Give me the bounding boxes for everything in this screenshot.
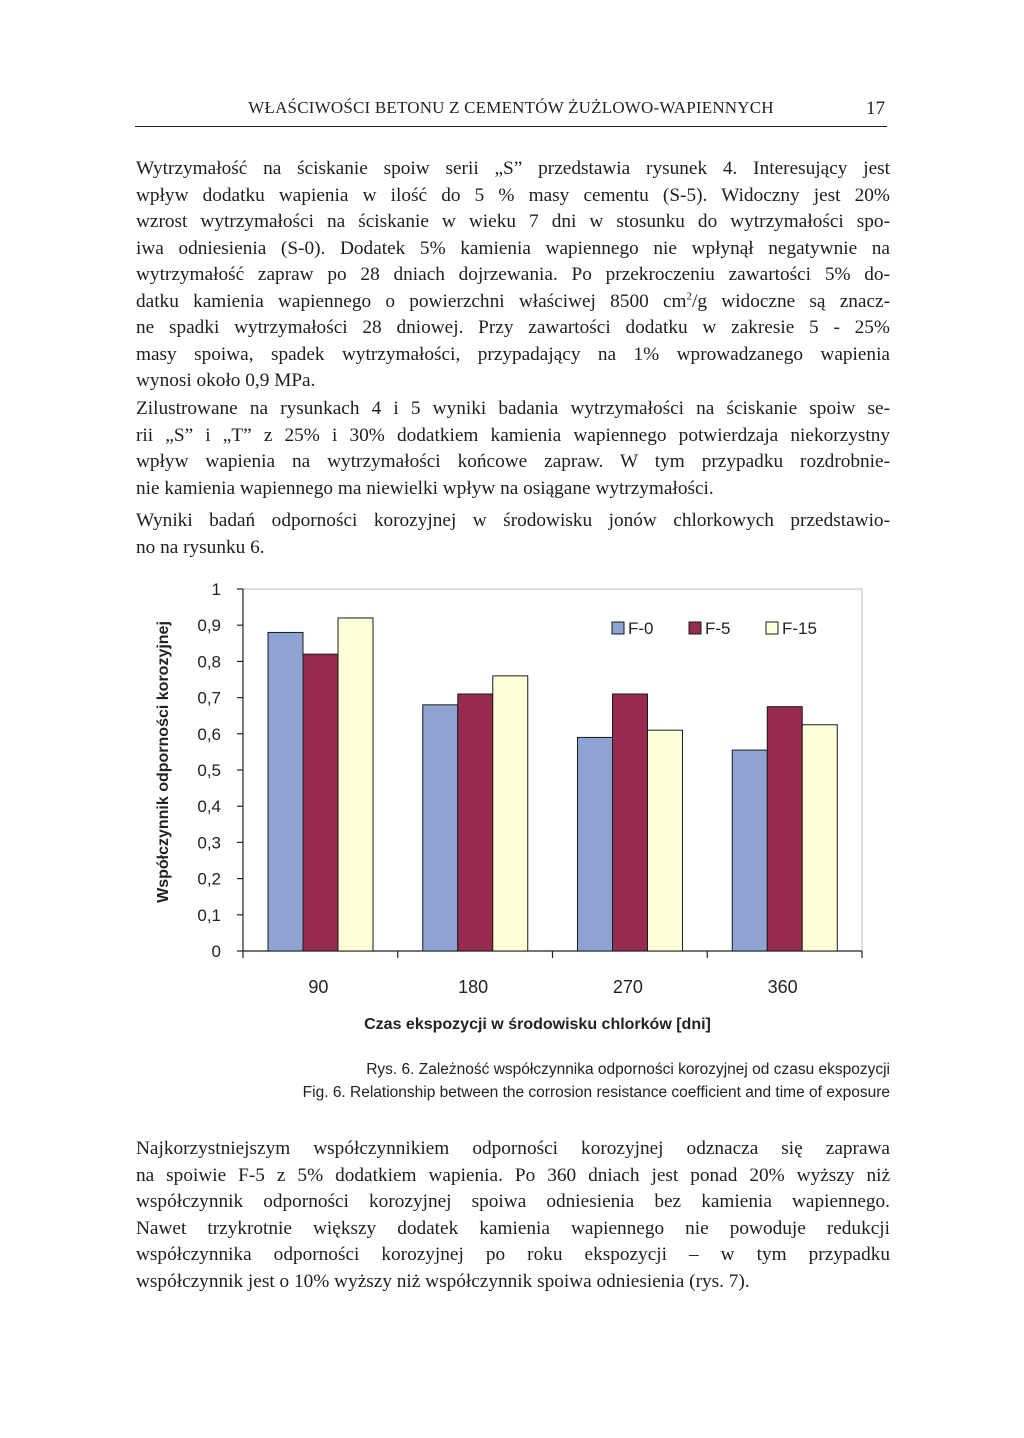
legend-swatch-f-0: [612, 622, 624, 634]
y-axis-title: Współczynnik odporności korozyjnej: [155, 621, 172, 903]
text-line: współczynnika odporności korozyjnej po roku ekspozycji – w tym przypadku: [136, 1244, 890, 1265]
y-tick-label: 0,8: [197, 652, 221, 672]
y-tick-label: 0: [211, 942, 221, 961]
text-fragment: datku kamienia wapiennego o powierzchni właściwej 8500 cm: [136, 290, 687, 312]
superscript: 2: [686, 290, 693, 303]
legend-label: F-0: [628, 619, 654, 638]
text-line: masy spoiwa, spadek wytrzymałości, przypadający na 1% wprowadzanego wapienia: [136, 343, 890, 365]
legend-swatch-f-15: [766, 622, 778, 634]
text-line: Nawet trzykrotnie większy dodatek kamienia wapiennego nie powoduje redukcji: [136, 1217, 890, 1239]
text-line: [136, 289, 890, 316]
figure-caption-pl: Rys. 6. Zależność współczynnika odporności korozyjnej od czasu ekspozycji: [366, 1061, 890, 1078]
x-tick-label: 90: [308, 977, 329, 997]
running-header: [135, 96, 887, 127]
y-tick-label: 0,3: [197, 833, 221, 853]
bar-f-5-360: [767, 707, 802, 951]
x-tick-label: 360: [767, 977, 798, 997]
text-line: nie kamienia wapiennego ma niewielki wpływ na osiągane wytrzymałości.: [136, 477, 714, 499]
text-line: wpływ wapienia na wytrzymałości końcowe zapraw. W tym przypadku rozdrobnie-: [136, 451, 890, 472]
y-tick-label: 0,1: [197, 905, 221, 925]
text-line: wynosi około 0,9 MPa.: [136, 370, 316, 391]
running-title: WŁAŚCIWOŚCI BETONU Z CEMENTÓW ŻUŻLOWO-WAPIENNYCH: [248, 98, 774, 117]
text-line: współczynnik jest o 10% wyższy niż współczynnik spoiwa odniesienia (rys. 7).: [136, 1270, 750, 1292]
text-line: iwa odniesienia (S-0). Dodatek 5% kamienia wapiennego nie wpłynął negatywnie na: [136, 237, 890, 259]
text-line: Najkorzystniejszym współczynnikiem odporności korozyjnej odznacza się zaprawa: [136, 1138, 890, 1159]
y-tick-label: 0,9: [197, 616, 221, 636]
y-tick-label: 0,7: [197, 688, 221, 708]
text-line: rii „S” i „T” z 25% i 30% dodatkiem kamienia wapiennego potwierdzaja niekorzystny: [136, 424, 890, 446]
legend-label: F-15: [782, 619, 817, 638]
text-line: współczynnik odporności korozyjnej spoiwa odniesienia bez kamienia wapiennego.: [136, 1191, 890, 1212]
text-fragment: /g widoczne są znacz-: [692, 290, 890, 312]
paragraph-4: [136, 1136, 890, 1295]
bar-chart: [140, 575, 900, 1045]
text-line: ne spadki wytrzymałości 28 dniowej. Przy zawartości dodatku w zakresie 5 - 25%: [136, 317, 890, 338]
x-tick-label: 180: [458, 977, 489, 997]
figure-chart: [140, 575, 900, 1045]
bar-f-0-360: [732, 750, 767, 951]
paragraph-3: [136, 508, 890, 561]
bar-f-15-360: [802, 725, 837, 951]
bar-f-5-180: [458, 694, 493, 951]
figure-caption-en: Fig. 6. Relationship between the corrosion resistance coefficient and time of exposure: [302, 1084, 890, 1101]
y-tick-label: 1: [211, 580, 221, 599]
text-line: no na rysunku 6.: [136, 536, 265, 558]
bar-f-15-90: [338, 618, 373, 951]
legend-label: F-5: [705, 619, 731, 638]
paragraph-1: [136, 156, 890, 395]
y-tick-label: 0,4: [197, 797, 221, 817]
text-line: Wyniki badań odporności korozyjnej w środowisku jonów chlorkowych przedstawio-: [136, 510, 890, 531]
y-tick-label: 0,5: [197, 761, 221, 780]
text-line: na spoiwie F-5 z 5% dodatkiem wapienia. Po 360 dniach jest ponad 20% wyższy niż: [136, 1164, 890, 1186]
bar-f-0-270: [578, 737, 613, 951]
x-axis-title: Czas ekspozycji w środowisku chlorków [dni]: [364, 1016, 711, 1033]
bar-f-15-180: [493, 676, 528, 951]
bar-f-15-270: [648, 730, 683, 951]
y-tick-label: 0,6: [197, 724, 221, 744]
text-line: Zilustrowane na rysunkach 4 i 5 wyniki badania wytrzymałości na ściskanie spoiw se-: [136, 398, 890, 419]
legend-swatch-f-5: [689, 622, 701, 634]
paragraph-2: [136, 396, 890, 502]
bar-f-0-180: [423, 705, 458, 951]
bar-f-5-90: [303, 654, 338, 951]
bar-f-5-270: [613, 694, 648, 951]
y-tick-label: 0,2: [197, 869, 221, 889]
x-tick-label: 270: [612, 977, 643, 997]
text-line: Wytrzymałość na ściskanie spoiw serii „S” przedstawia rysunek 4. Interesujący jest: [136, 158, 890, 179]
page-number: 17: [866, 98, 885, 119]
text-line: wpływ dodatku wapienia w ilość do 5 % masy cementu (S-5). Widoczny jest 20%: [136, 184, 890, 206]
bar-f-0-90: [268, 632, 303, 951]
text-line: wzrost wytrzymałości na ściskanie w wieku 7 dni w stosunku do wytrzymałości spo-: [136, 211, 890, 232]
text-line: wytrzymałość zapraw po 28 dniach dojrzewania. Po przekroczeniu zawartości 5% do-: [136, 264, 890, 285]
